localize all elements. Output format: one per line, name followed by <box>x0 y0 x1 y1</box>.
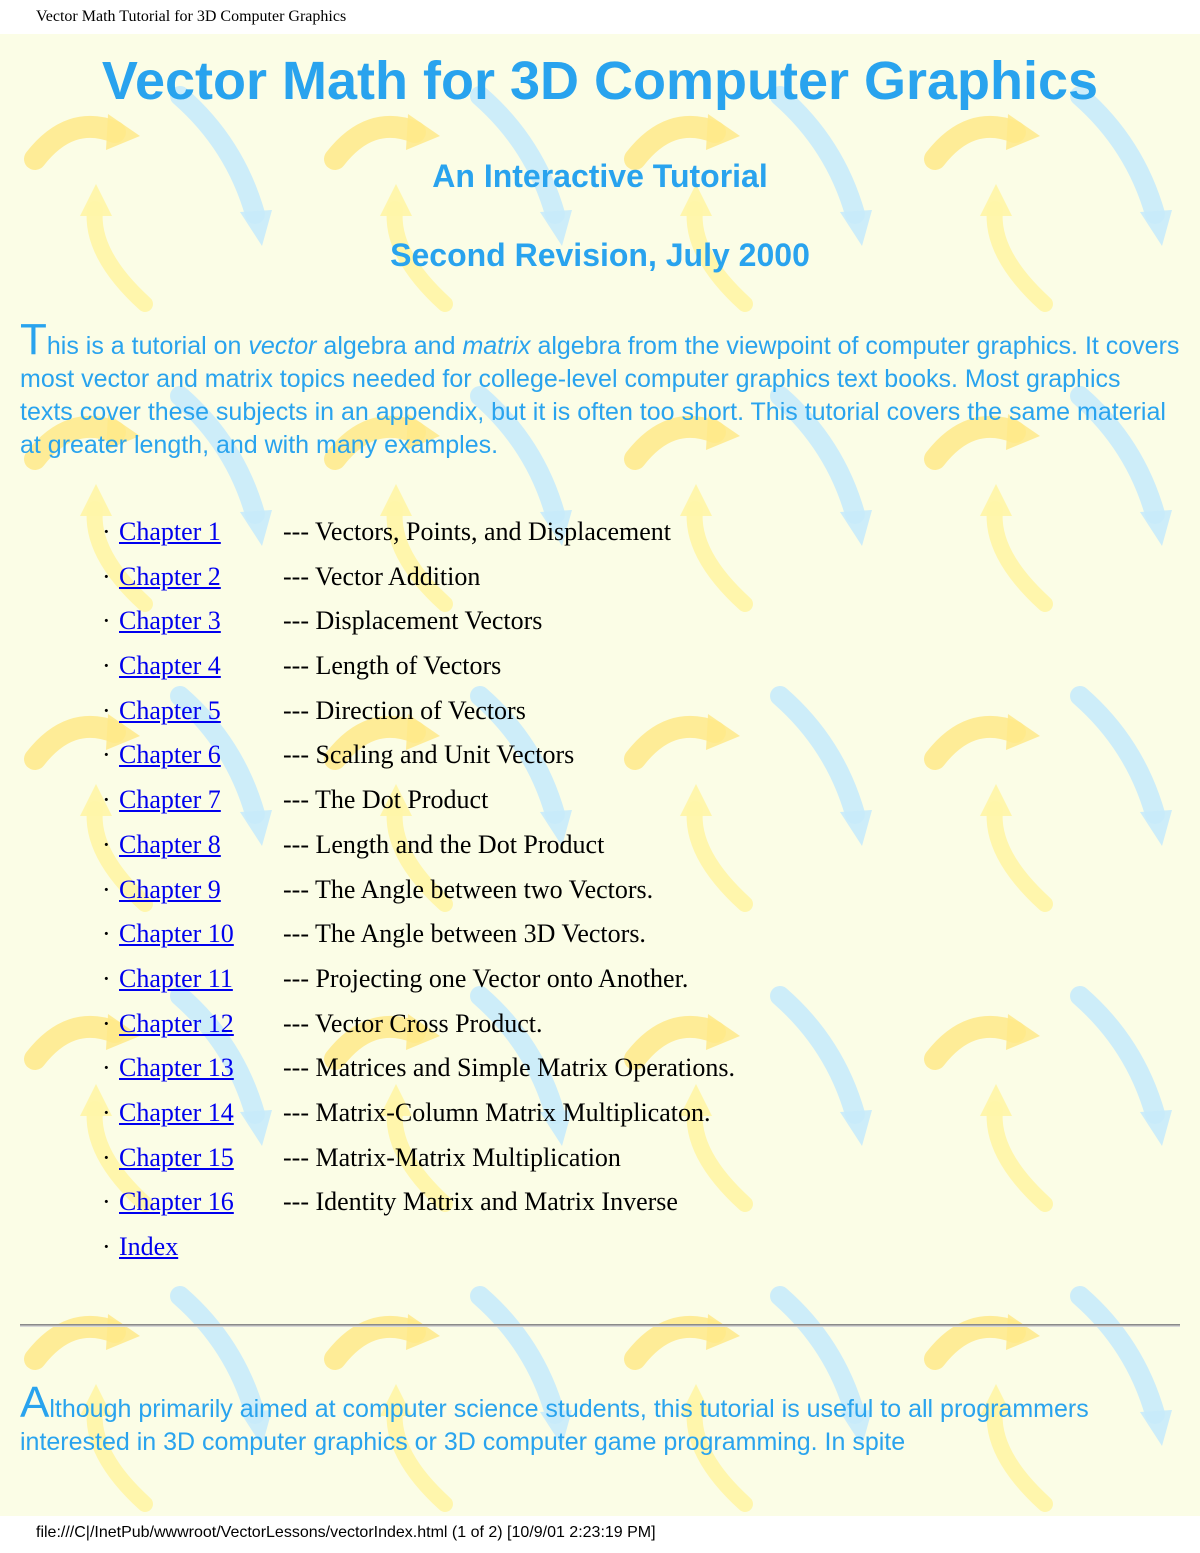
bullet-dot: · <box>102 740 111 770</box>
closing-text: lthough primarily aimed at computer science students, this tutorial is useful to all programmers interested in 3D computer graphics or 3D computer game programming. In spite <box>20 1395 1089 1456</box>
chapter-list-item <box>102 599 735 644</box>
chapter-link[interactable]: Chapter 6 <box>119 740 221 770</box>
chapter-list-item <box>102 555 735 600</box>
bullet-dot: · <box>102 1097 111 1127</box>
chapter-list-item <box>102 644 735 689</box>
chapter-description: --- The Dot Product <box>283 785 489 815</box>
chapter-description: --- The Angle between two Vectors. <box>283 874 654 904</box>
chapter-link[interactable]: Index <box>119 1232 179 1261</box>
chapter-description: --- Length and the Dot Product <box>283 829 605 859</box>
chapter-link[interactable]: Chapter 8 <box>119 829 221 859</box>
chapter-description: --- Matrix-Matrix Multiplication <box>283 1142 621 1172</box>
chapter-list-item <box>102 868 735 913</box>
chapter-list-item <box>102 689 735 734</box>
bullet-dot: · <box>102 1187 111 1217</box>
chapter-link[interactable]: Chapter 4 <box>119 651 221 681</box>
chapter-list-item <box>102 733 735 778</box>
chapter-link[interactable]: Chapter 13 <box>119 1053 234 1083</box>
chapter-list-item <box>102 1046 735 1091</box>
chapter-description: --- Vectors, Points, and Displacement <box>283 517 671 546</box>
closing-paragraph <box>20 1378 1180 1459</box>
chapter-description: --- Scaling and Unit Vectors <box>283 740 575 770</box>
bullet-dot: · <box>102 785 111 815</box>
chapter-link[interactable]: Chapter 16 <box>119 1187 234 1217</box>
chapter-list <box>102 510 735 1270</box>
chapter-link[interactable]: Chapter 12 <box>119 1008 234 1038</box>
chapter-link[interactable]: Chapter 7 <box>119 785 221 815</box>
chapter-description: --- Matrices and Simple Matrix Operations. <box>283 1053 735 1083</box>
page-title: Vector Math for 3D Computer Graphics <box>101 51 1099 111</box>
chapter-link[interactable]: Chapter 2 <box>119 561 221 591</box>
bullet-dot: · <box>102 651 111 681</box>
intro-text-3: algebra from the viewpoint of computer graphics. It covers most vector and matrix topics needed for college-level computer graphics text books. Most graphics texts cover these subjects in an appendix, but it is often too short. This tutorial covers the same material at greater length, and with many examples. <box>20 332 1180 459</box>
footer-url: file:///C|/InetPub/wwwroot/VectorLessons/vectorIndex.html (1 of 2) [10/9/01 2:23:19 PM] <box>36 1524 656 1541</box>
chapter-link[interactable]: Chapter 11 <box>119 963 233 993</box>
chapter-link[interactable]: Chapter 10 <box>119 919 234 949</box>
chapter-description: --- The Angle between 3D Vectors. <box>283 919 646 949</box>
chapter-list-item <box>102 1136 735 1181</box>
chapter-list-item <box>102 1180 735 1225</box>
chapter-description: --- Vector Cross Product. <box>283 1008 543 1038</box>
bullet-dot: · <box>102 829 111 859</box>
chapter-list-item <box>102 1091 735 1136</box>
chapter-list-item <box>102 1002 735 1047</box>
intro-text-2: algebra and <box>316 332 463 360</box>
chapter-link[interactable]: Chapter 3 <box>119 606 221 636</box>
chapter-link[interactable]: Chapter 5 <box>119 695 221 725</box>
intro-em-matrix: matrix <box>462 332 531 360</box>
bullet-dot: · <box>102 561 111 591</box>
bullet-dot: · <box>102 1142 111 1172</box>
chapter-link[interactable]: Chapter 9 <box>119 874 221 904</box>
intro-paragraph <box>20 315 1180 462</box>
bullet-dot: · <box>102 874 111 904</box>
chapter-description: --- Identity Matrix and Matrix Inverse <box>283 1187 678 1217</box>
intro-text-1: his is a tutorial on <box>46 332 249 360</box>
intro-dropcap: T <box>20 315 47 364</box>
chapter-link[interactable]: Chapter 15 <box>119 1142 234 1172</box>
browser-page-header <box>0 0 1200 34</box>
chapter-list-item <box>102 823 735 868</box>
horizontal-rule <box>20 1324 1180 1327</box>
page-body[interactable] <box>0 34 1200 1516</box>
intro-em-vector: vector <box>248 332 317 360</box>
chapter-list-item <box>102 1225 735 1270</box>
browser-page-footer <box>0 1516 1200 1553</box>
subtitle-tutorial: An Interactive Tutorial <box>432 158 768 194</box>
subtitle-revision: Second Revision, July 2000 <box>390 237 810 273</box>
bullet-dot: · <box>102 963 111 993</box>
chapter-description: --- Vector Addition <box>283 561 481 591</box>
bullet-dot: · <box>102 517 111 546</box>
chapter-description: --- Direction of Vectors <box>283 695 526 725</box>
bullet-dot: · <box>102 695 111 725</box>
main-content <box>0 34 1200 1456</box>
chapter-link[interactable]: Chapter 14 <box>119 1097 234 1127</box>
chapter-description: --- Length of Vectors <box>283 651 502 681</box>
chapter-list-item <box>102 912 735 957</box>
chapter-description: --- Matrix-Column Matrix Multiplicaton. <box>283 1097 711 1127</box>
chapter-description: --- Projecting one Vector onto Another. <box>283 963 689 993</box>
chapter-list-item <box>102 778 735 823</box>
chapter-link[interactable]: Chapter 1 <box>119 517 221 546</box>
bullet-dot: · <box>102 1008 111 1038</box>
bullet-dot: · <box>102 1232 111 1261</box>
chapter-list-item <box>102 510 735 555</box>
chapter-list-item <box>102 957 735 1002</box>
bullet-dot: · <box>102 606 111 636</box>
chapter-description: --- Displacement Vectors <box>283 606 543 636</box>
bullet-dot: · <box>102 919 111 949</box>
page-tab-title: Vector Math Tutorial for 3D Computer Graphics <box>36 8 347 25</box>
bullet-dot: · <box>102 1053 111 1083</box>
closing-dropcap: A <box>20 1378 50 1427</box>
